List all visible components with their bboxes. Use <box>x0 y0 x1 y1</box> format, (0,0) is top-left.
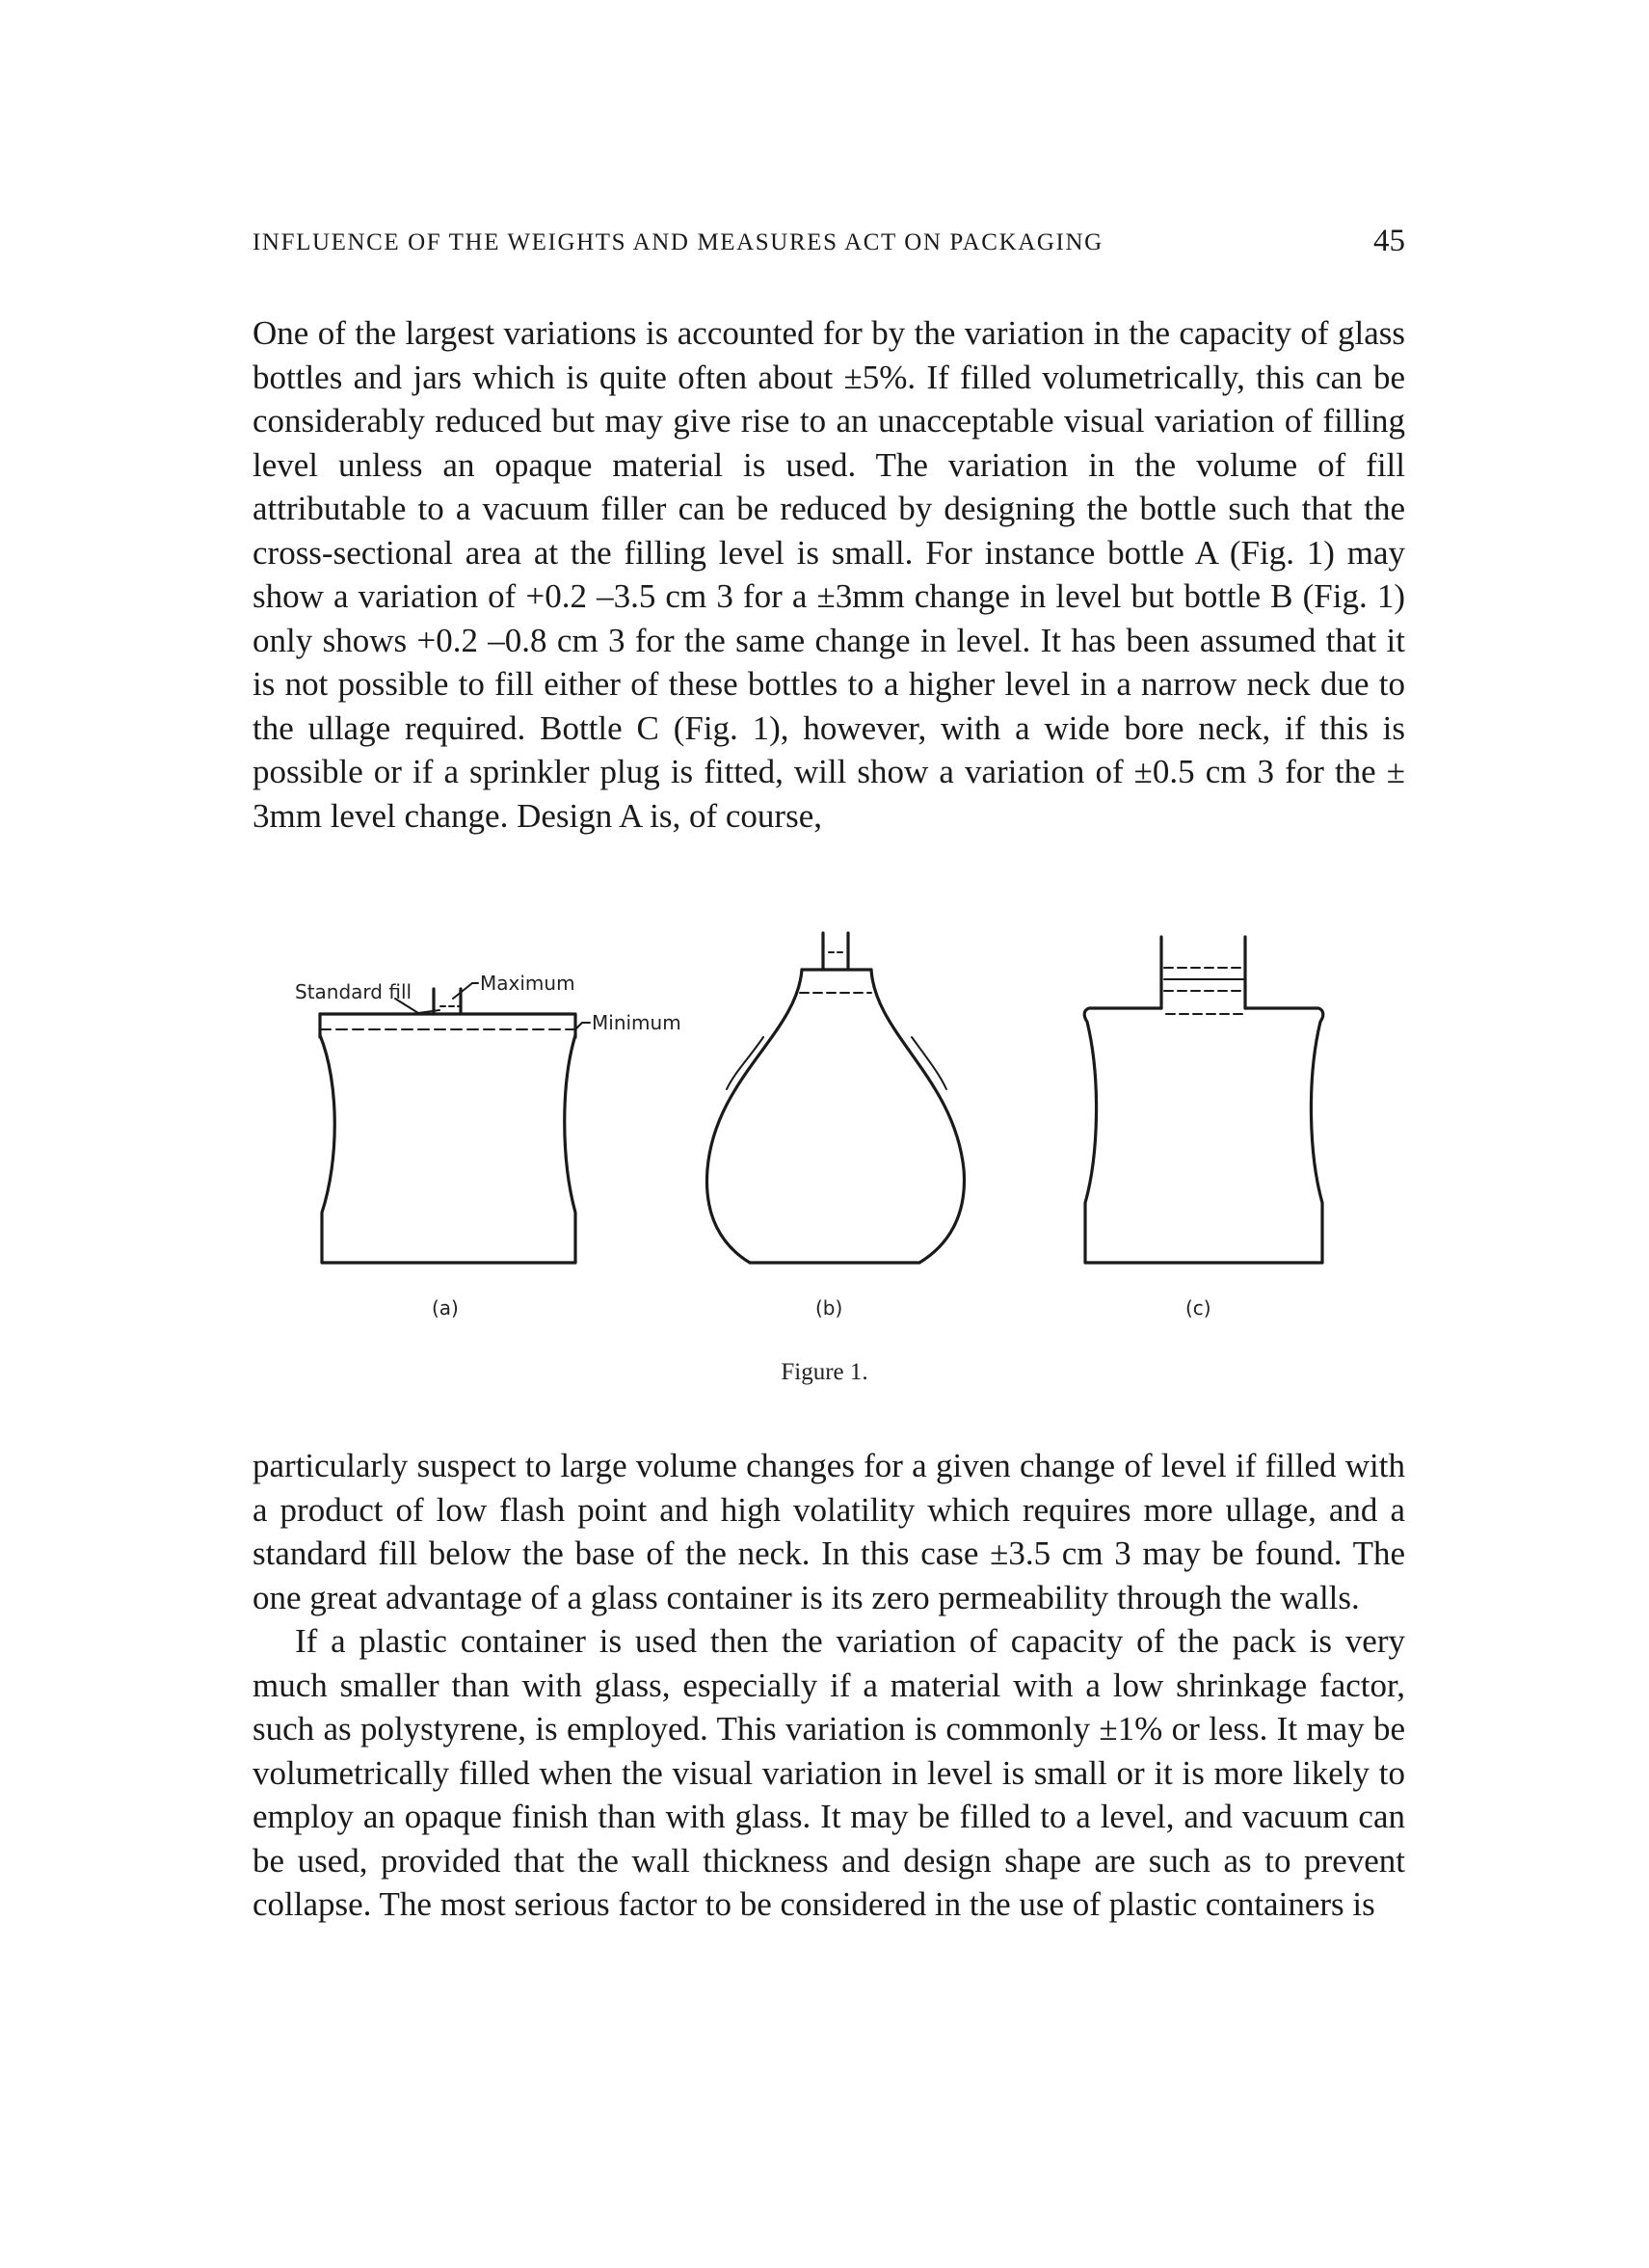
paragraph: One of the largest variations is accounted for by the variation in the capacity of glass bottles and jars which is quite often about ±5%. If filled volumetrically, this can be considerably reduced but may give rise to an unacceptable visual variation of filling level unless an opaque material is used. The variation in the volume of fill attributable to a vacuum filler can be reduced by designing the bottle such that the cross-sectional area at the filling level is small. For instance bottle A (Fig. 1) may show a variation of +0.2 –3.5 cm 3 for a ±3mm change in level but bottle B (Fig. 1) only shows +0.2 –0.8 cm 3 for the same change in level. It has been assumed that it is not possible to fill either of these bottles to a higher level in a narrow neck due to the ullage required. Bottle C (Fig. 1), however, with a wide bore neck, if this is possible or if a sprinkler plug is fitted, will show a variation of ±0.5 cm 3 for the ± 3mm level change. Design A is, of course, <box>253 314 1405 835</box>
running-head <box>253 224 1405 270</box>
running-title: INFLUENCE OF THE WEIGHTS AND MEASURES ACT ON PACKAGING <box>253 229 1104 255</box>
sublabel-a: (a) <box>432 1296 459 1320</box>
body-text-top <box>253 311 1405 838</box>
paragraph: If a plastic container is used then the variation of capacity of the pack is very much smaller than with glass, especially if a material with a low shrinkage factor, such as polystyrene, is employed. This variation is commonly ±1% or less. It may be volumetrically filled when the visual variation in level is small or it is more likely to employ an opaque finish than with glass. It may be filled to a level, and vacuum can be used, provided that the wall thickness and design shape are such as to prevent collapse. The most serious factor to be considered in the use of plastic containers is <box>253 1622 1405 1923</box>
maximum-label: Maximum <box>480 972 575 995</box>
figure-caption: Figure 1. <box>781 1359 868 1385</box>
standard-fill-label: Standard fill <box>295 980 412 1003</box>
bottle-a-drawing <box>320 983 590 1263</box>
paragraph: particularly suspect to large volume changes for a given change of level if filled with a product of low flash point and high volatility which requires more ullage, and a standard fill below the base of the neck. In this case ±3.5 cm 3 may be found. The one great advantage of a glass container is its zero permeability through the walls. <box>253 1447 1405 1616</box>
sublabel-c: (c) <box>1185 1296 1211 1320</box>
sublabel-b: (b) <box>815 1296 843 1320</box>
bottle-b-drawing <box>706 933 964 1263</box>
minimum-label: Minimum <box>592 1011 681 1034</box>
figure-1-drawing <box>253 914 1405 1357</box>
figure-1 <box>253 914 1405 1357</box>
body-text-bottom <box>253 1444 1405 1927</box>
bottle-c-drawing <box>1084 937 1323 1263</box>
page-number: 45 <box>1373 224 1405 258</box>
